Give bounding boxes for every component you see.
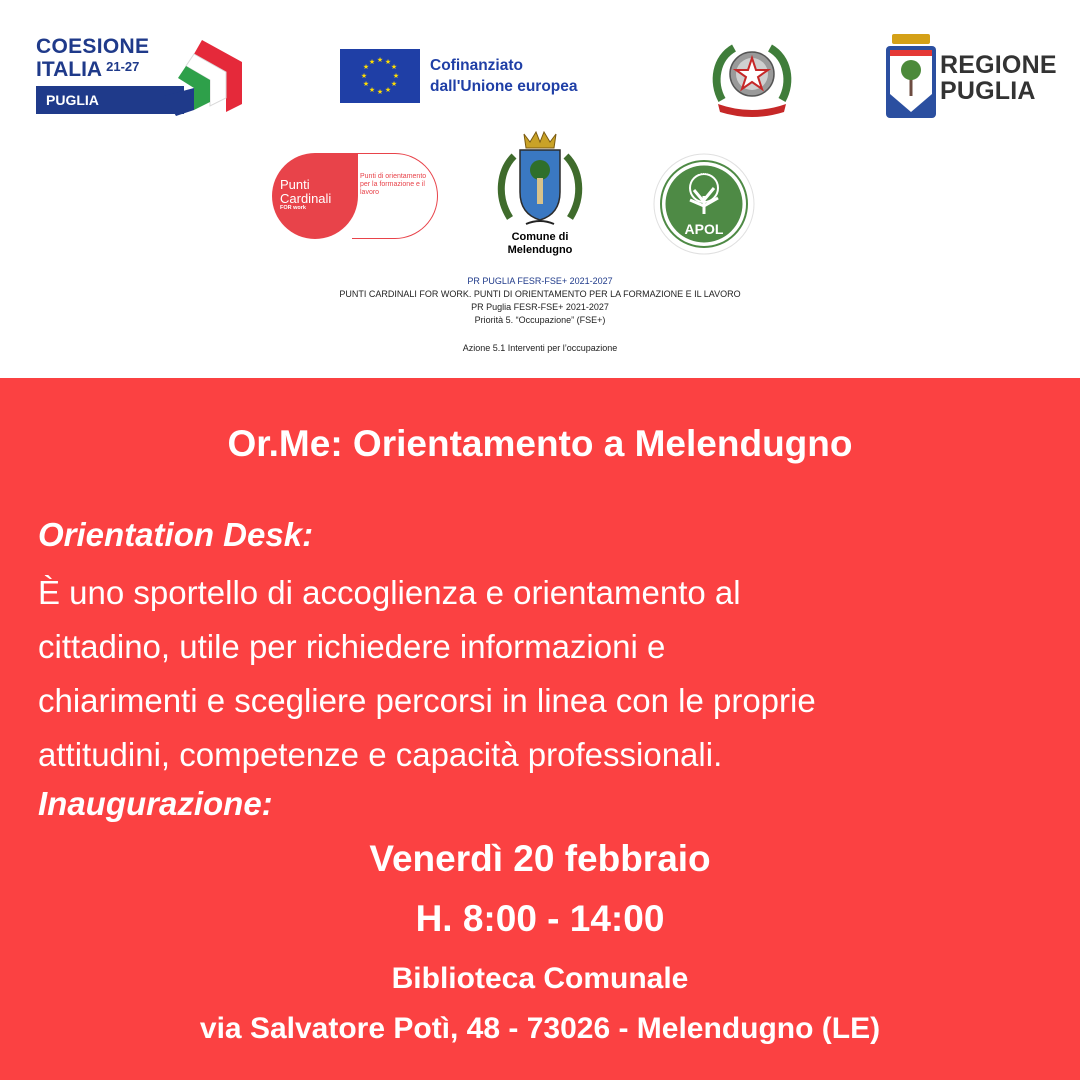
svg-text:★: ★ — [376, 88, 384, 96]
desk-title: Orientation Desk: — [38, 516, 314, 553]
punti-cardinali-badge — [272, 153, 358, 239]
apol-logo — [650, 150, 758, 258]
comune-text: Comune di Melendugno — [507, 231, 573, 256]
svg-text:★: ★ — [384, 86, 392, 94]
event-panel — [0, 378, 1080, 1080]
desk-line-3: chiarimenti e scegliere percorsi in linea con le proprie — [38, 682, 816, 719]
event-address: via Salvatore Potì, 48 - 73026 - Melendugno (LE) — [199, 1012, 881, 1045]
eu-flag — [340, 49, 420, 103]
republic-emblem-icon — [710, 38, 794, 118]
logo-header — [0, 0, 1080, 378]
regione-puglia-crest-icon — [884, 34, 938, 120]
eu-text: Cofinanziato dall'Unione europea — [430, 57, 578, 95]
regione-text: REGIONE PUGLIA — [940, 51, 1057, 105]
punti-cardinali-tag: FOR work — [280, 205, 306, 211]
comune-melendugno-logo — [496, 130, 584, 258]
svg-text:★: ★ — [368, 86, 376, 94]
svg-text:★: ★ — [390, 63, 398, 71]
coesione-region-bar: PUGLIA — [36, 86, 184, 114]
apol-tree-icon — [650, 150, 758, 258]
program-line-3: PR Puglia FESR-FSE+ 2021-2027 — [471, 302, 609, 312]
event-date: Venerdì 20 febbraio — [369, 838, 711, 879]
coesione-subtitle: ITALIA $^{21-27}$ — [36, 58, 140, 81]
punti-cardinali-name: Punti Cardinali — [280, 177, 332, 206]
eu-cofinanced-logo — [340, 49, 610, 105]
svg-text:★: ★ — [368, 58, 376, 66]
coesione-title: COESIONE — [36, 35, 150, 58]
regione-puglia-logo — [884, 34, 1064, 120]
svg-text:★: ★ — [360, 72, 368, 80]
inauguration-label: Inaugurazione: — [38, 785, 273, 822]
desk-line-4: attitudini, competenze e capacità professionali. — [38, 736, 723, 773]
apol-name: APOL — [684, 221, 724, 237]
punti-cardinali-logo — [272, 153, 440, 241]
punti-cardinali-description: Punti di orientamento per la formazione e il lavoro — [360, 173, 427, 196]
desk-description — [38, 566, 1068, 782]
program-line-2: PUNTI CARDINALI FOR WORK. PUNTI DI ORIENTAMENTO PER LA FORMAZIONE E IL LAVORO — [339, 289, 741, 299]
eu-flag-icon — [340, 49, 420, 103]
program-line-1: PR PUGLIA FESR-FSE+ 2021-2027 — [467, 276, 613, 286]
event-title: Or.Me: Orientamento a Melendugno — [227, 423, 853, 464]
svg-text:★: ★ — [392, 72, 400, 80]
program-line-5: Azione 5.1 Interventi per l’occupazione — [462, 343, 618, 353]
apol-arc-text: Apol Formazione Srl — [676, 168, 739, 193]
comune-crest-icon — [496, 130, 584, 230]
event-venue: Biblioteca Comunale — [391, 962, 689, 995]
svg-text:★: ★ — [384, 58, 392, 66]
desk-line-2: cittadino, utile per richiedere informazioni e — [38, 628, 666, 665]
svg-text:★: ★ — [390, 80, 398, 88]
program-line-4: Priorità 5. “Occupazione” (FSE+) — [474, 315, 606, 325]
coesione-arrow-icon — [164, 36, 244, 116]
event-hours: H. 8:00 - 14:00 — [415, 898, 665, 939]
svg-text:★: ★ — [362, 63, 370, 71]
svg-text:★: ★ — [362, 80, 370, 88]
svg-text:★: ★ — [376, 56, 384, 64]
desk-line-1: È uno sportello di accoglienza e orientamento al — [38, 574, 741, 611]
republic-emblem-logo — [710, 38, 794, 118]
coesione-italia-logo — [36, 36, 241, 116]
